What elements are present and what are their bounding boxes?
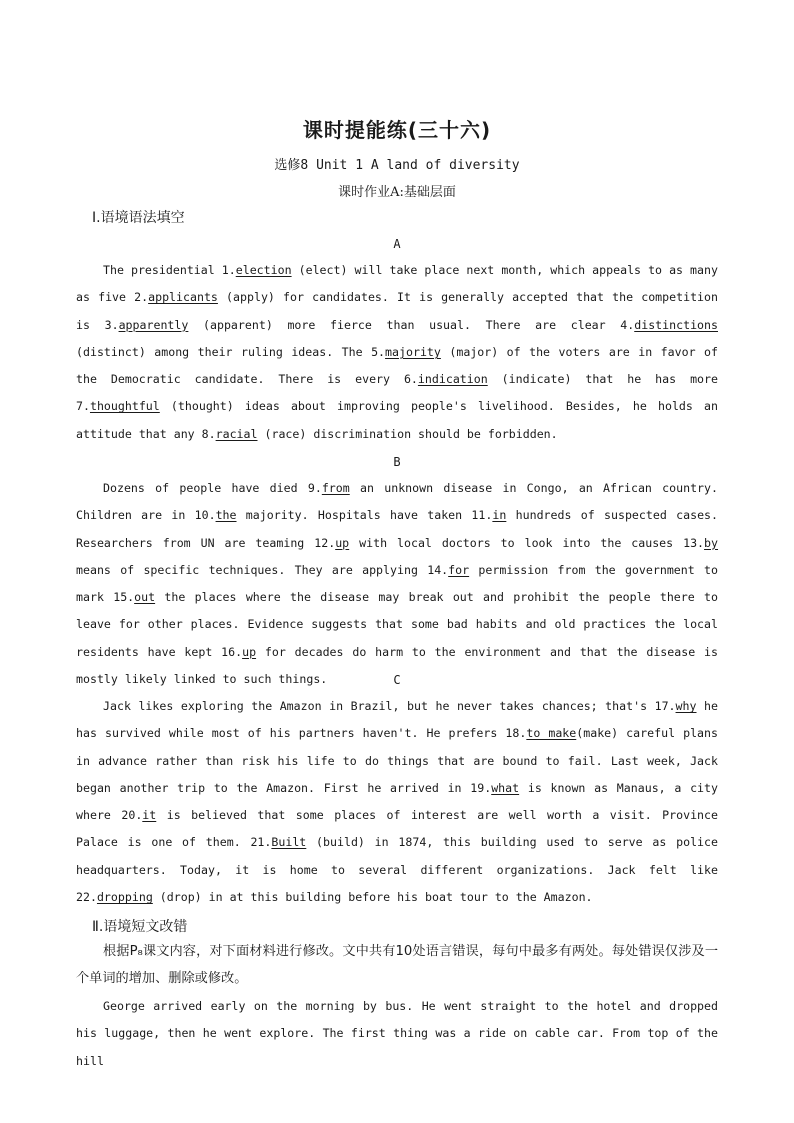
answer-blank: why bbox=[675, 699, 697, 713]
answer-blank: thoughtful bbox=[89, 399, 160, 414]
answer-blank: distinctions bbox=[634, 317, 718, 332]
answer-blank: from bbox=[321, 481, 350, 495]
section-1-heading: Ⅰ.语境语法填空 bbox=[92, 210, 185, 226]
answer-blank: election bbox=[235, 263, 292, 277]
answer-blank: up bbox=[242, 644, 257, 659]
answer-blank: in bbox=[492, 508, 507, 523]
answer-blank: what bbox=[491, 780, 520, 795]
answer-blank: apparently bbox=[118, 317, 189, 332]
assignment-subtitle: 课时作业A:基础层面 bbox=[338, 185, 456, 200]
answer-blank: up bbox=[335, 535, 350, 550]
page-title: 课时提能练(三十六) bbox=[302, 118, 492, 142]
section-2-heading: Ⅱ.语境短文改错 bbox=[92, 919, 188, 935]
part-c-label: C bbox=[393, 673, 401, 687]
answer-blank: to make bbox=[526, 726, 577, 741]
part-b-passage: Dozens of people have died 9.from an unknown disease in Congo, an African country. Children are in 10.the majority. Hospitals have taken 11.in hundreds of suspected cases. Researchers from UN are teaming 12.up with local doctors to look into the causes 13.by means of specific techniques. They are applying 14.for permission from the government to mark 15.out the places where the disease may break out and prohibit the people there to leave for other places. Evidence suggests that some bad habits and old practices the local residents have kept 16.up for decades do harm to the environment and that the disease is mostly likely linked to such things. bbox=[76, 481, 719, 687]
instruction-text: 根据P₈课文内容，对下面材料进行修改。文中共有10处语言错误，每句中最多有两处。每处错误仅涉及一个单词的增加、删除或修改。 bbox=[76, 944, 718, 986]
answer-blank: by bbox=[704, 535, 719, 550]
answer-blank: dropping bbox=[96, 890, 153, 905]
answer-blank: out bbox=[134, 590, 156, 605]
error-correction-passage: George arrived early on the morning by bus. He went straight to the hotel and dropped his luggage, then he went explore. The first thing was a ride on cable car. From top of the hill bbox=[76, 999, 718, 1068]
part-c-passage: Jack likes exploring the Amazon in Brazil, but he never takes chances; that's 17.why he has survived while most of his partners haven't. He prefers 18.to make(make) careful plans in advance rather than risk his life to do things that are bound to fail. Last week, Jack began another trip to the Amazon. First he arrived in 19.what is known as Manaus, a city where 20.it is believed that some places of interest are well worth a visit. Province Palace is one of them. 21.Built (build) in 1874, this building used to serve as police headquarters. Today, it is home to several different organizations. Jack felt like 22.dropping (drop) in at this building before his boat tour to the Amazon. bbox=[76, 699, 719, 905]
part-b-label: B bbox=[393, 455, 401, 469]
answer-blank: the bbox=[215, 508, 237, 523]
answer-blank: applicants bbox=[148, 290, 218, 305]
part-a-passage: The presidential 1.election (elect) will take place next month, which appeals to as many as five 2.applicants (apply) for candidates. It is generally accepted that the competition is 3.apparently (apparent) more fierce than usual. There are clear 4.distinctions (distinct) among their ruling ideas. The 5.majority (major) of the voters are in favor of the Democratic candidate. There is every 6.indication (indicate) that he has more 7.thoughtful (thought) ideas about improving people's livelihood. Besides, he holds an attitude that any 8.racial (race) discrimination should be forbidden. bbox=[76, 263, 718, 441]
answer-blank: racial bbox=[215, 426, 258, 441]
answer-blank: majority bbox=[385, 344, 441, 359]
answer-blank: it bbox=[142, 808, 157, 823]
answer-blank: for bbox=[448, 562, 470, 577]
unit-subtitle: 选修8 Unit 1 A land of diversity bbox=[274, 158, 520, 173]
answer-blank: indication bbox=[417, 372, 488, 387]
answer-blank: Built bbox=[271, 835, 307, 850]
part-a-label: A bbox=[393, 237, 401, 251]
